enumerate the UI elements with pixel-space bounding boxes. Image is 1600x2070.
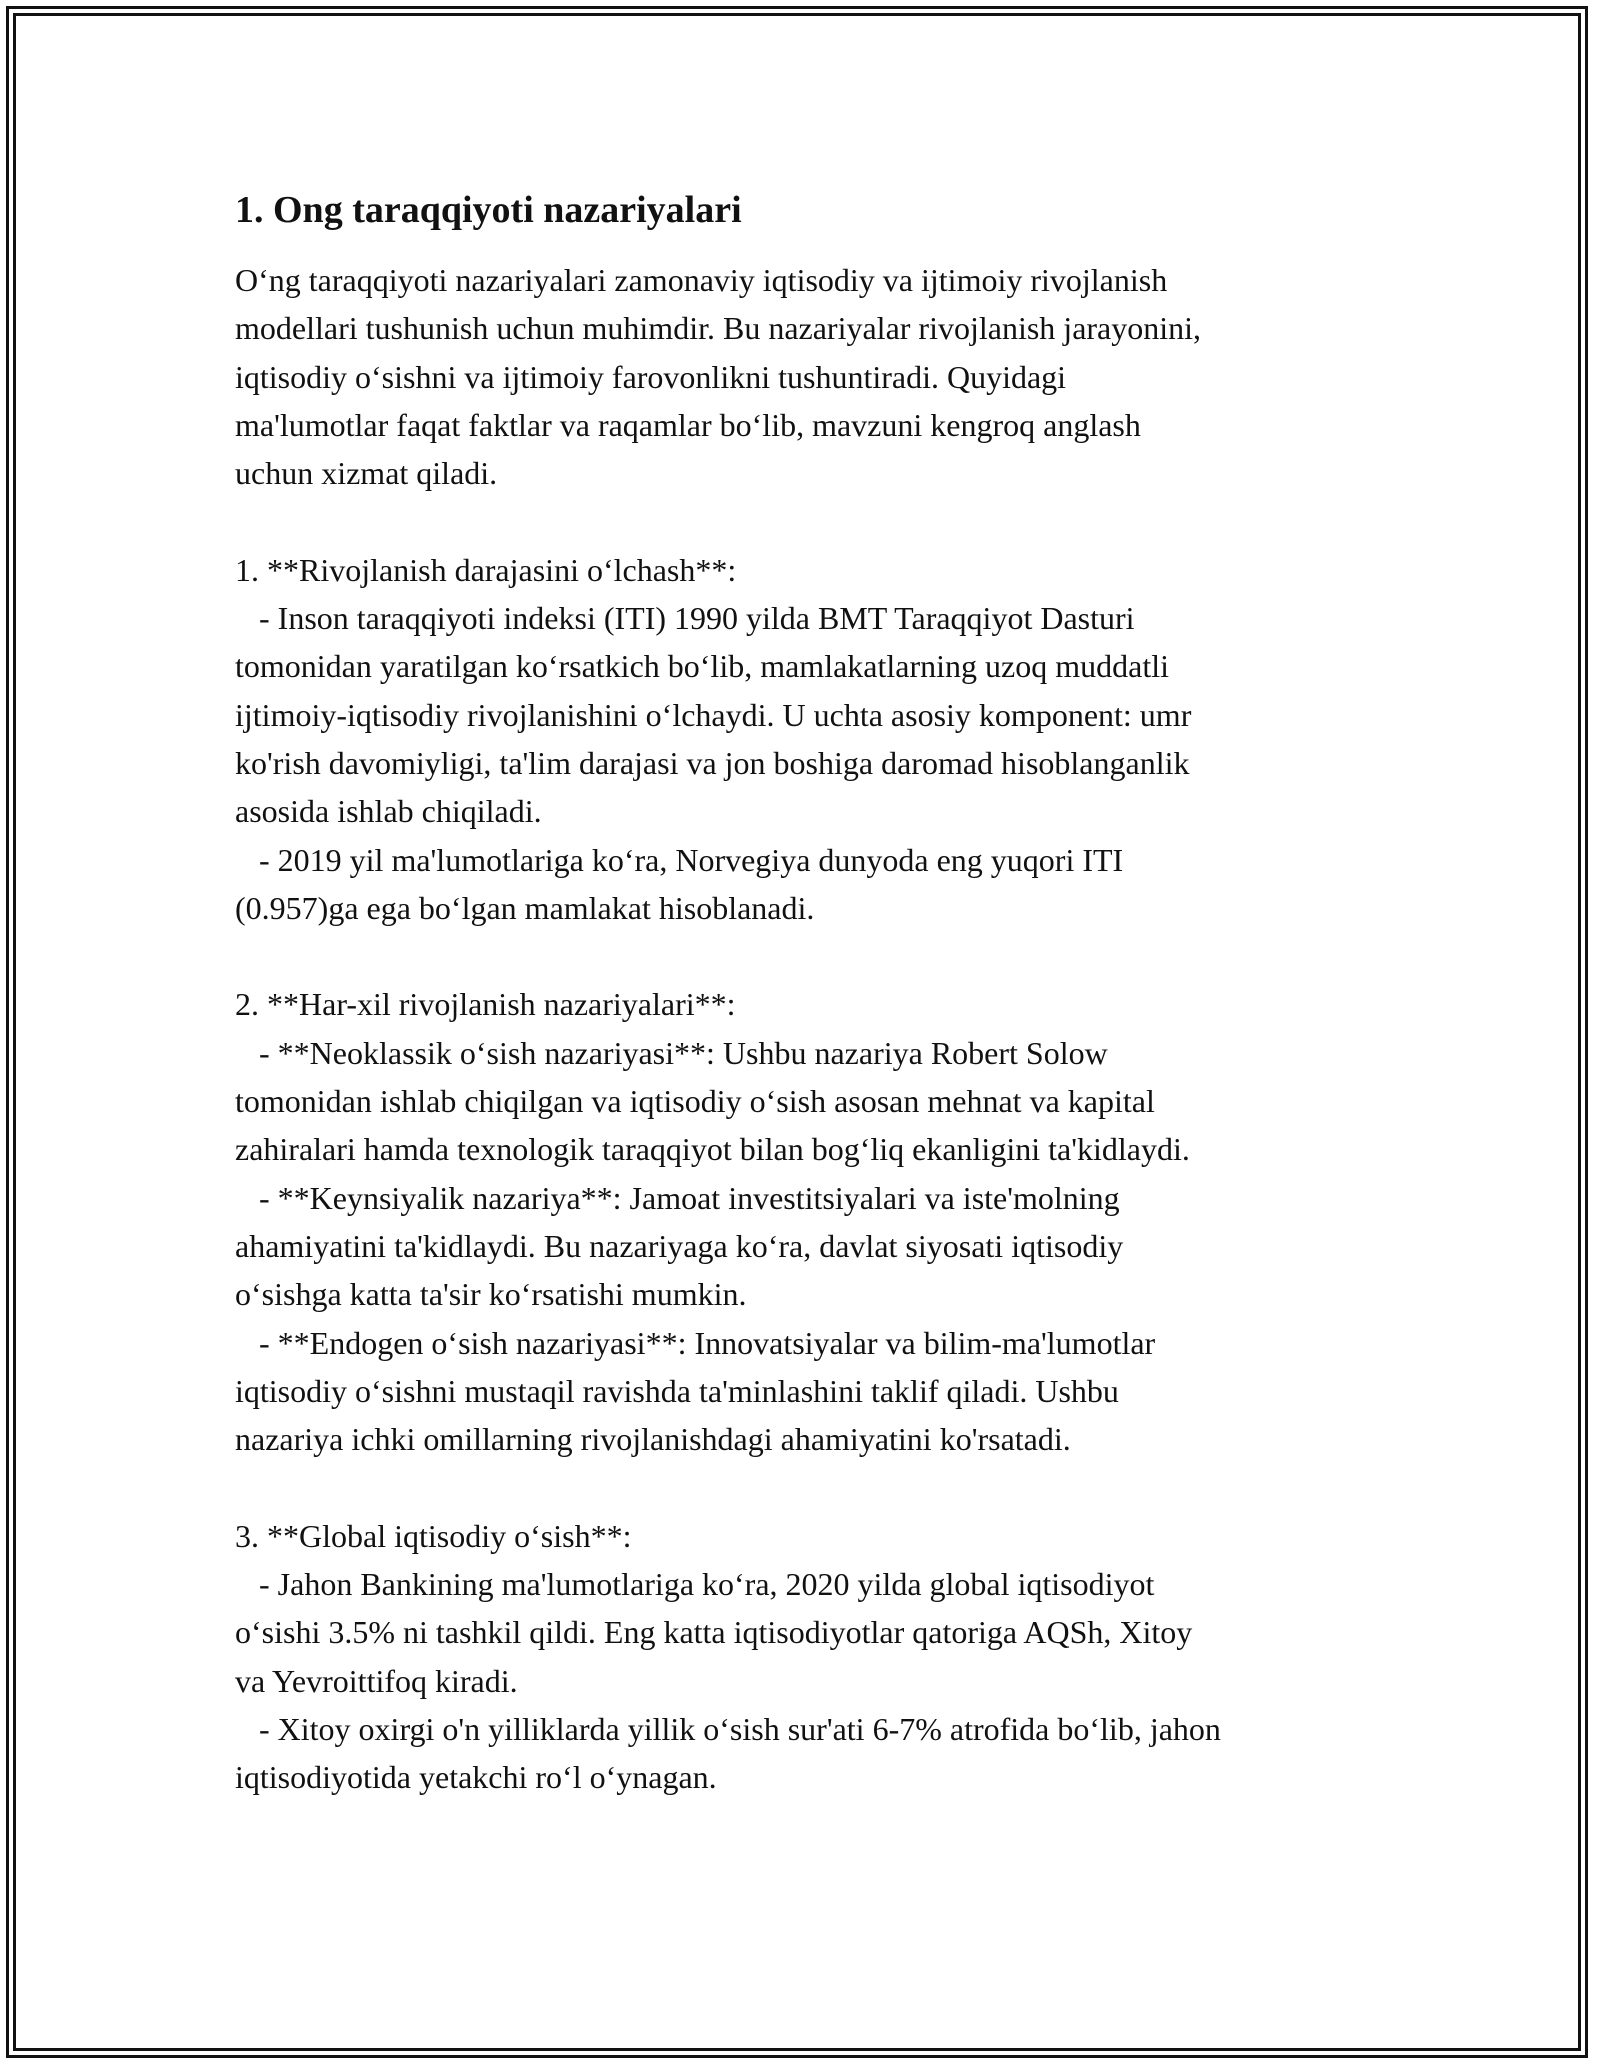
document-content [235,186,1395,1802]
page-title: 1. Ong taraqqiyoti nazariyalari [235,189,742,231]
document-body: O‘ng taraqqiyoti nazariyalari zamonaviy iqtisodiy va ijtimoiy rivojlanish modellari tushunish uchun muhimdir. Bu nazariyalar rivojlanish jarayonini, iqtisodiy o‘sishni va ijtimoiy farovonlikni tushuntiradi. Quyidagi ma'lumotlar faqat faktlar va raqamlar bo‘lib, mavzuni kengroq anglash uchun xizmat qiladi. 1. **Rivojlanish darajasini o‘lchash**: - Inson taraqqiyoti indeksi (ITI) 1990 yilda BMT Taraqqiyot Dasturi tomonidan yaratilgan ko‘rsatkich bo‘lib, mamlakatlarning uzoq muddatli ijtimoiy-iqtisodiy rivojlanishini o‘lchaydi. U uchta asosiy komponent: umr ko'rish davomiyligi, ta'lim darajasi va jon boshiga daromad hisoblanganlik asosida ishlab chiqiladi. - 2019 yil ma'lumotlariga ko‘ra, Norvegiya dunyoda eng yuqori ITI (0.957)ga ega bo‘lgan mamlakat hisoblanadi. 2. **Har-xil rivojlanish nazariyalari**: - **Neoklassik o‘sish nazariyasi**: Ushbu nazariya Robert Solow tomonidan ishlab chiqilgan va iqtisodiy o‘sish asosan mehnat va kapital zahiralari hamda texnologik taraqqiyot bilan bog‘liq ekanligini ta'kidlaydi. - **Keynsiyalik nazariya**: Jamoat investitsiyalari va iste'molning ahamiyatini ta'kidlaydi. Bu nazariyaga ko‘ra, davlat siyosati iqtisodiy o‘sishga katta ta'sir ko‘rsatishi mumkin. - **Endogen o‘sish nazariyasi**: Innovatsiyalar va bilim-ma'lumotlar iqtisodiy o‘sishni mustaqil ravishda ta'minlashini taklif qiladi. Ushbu nazariya ichki omillarning rivojlanishdagi ahamiyatini ko'rsatadi. 3. **Global iqtisodiy o‘sish**: - Jahon Bankining ma'lumotlariga ko‘ra, 2020 yilda global iqtisodiyot o‘sishi 3.5% ni tashkil qildi. Eng katta iqtisodiyotlar qatoriga AQSh, Xitoy va Yevroittifoq kiradi. - Xitoy oxirgi o'n yilliklarda yillik o‘sish sur'ati 6-7% atrofida bo‘lib, jahon iqtisodiyotida yetakchi ro‘l o‘ynagan. [235,262,1221,1796]
